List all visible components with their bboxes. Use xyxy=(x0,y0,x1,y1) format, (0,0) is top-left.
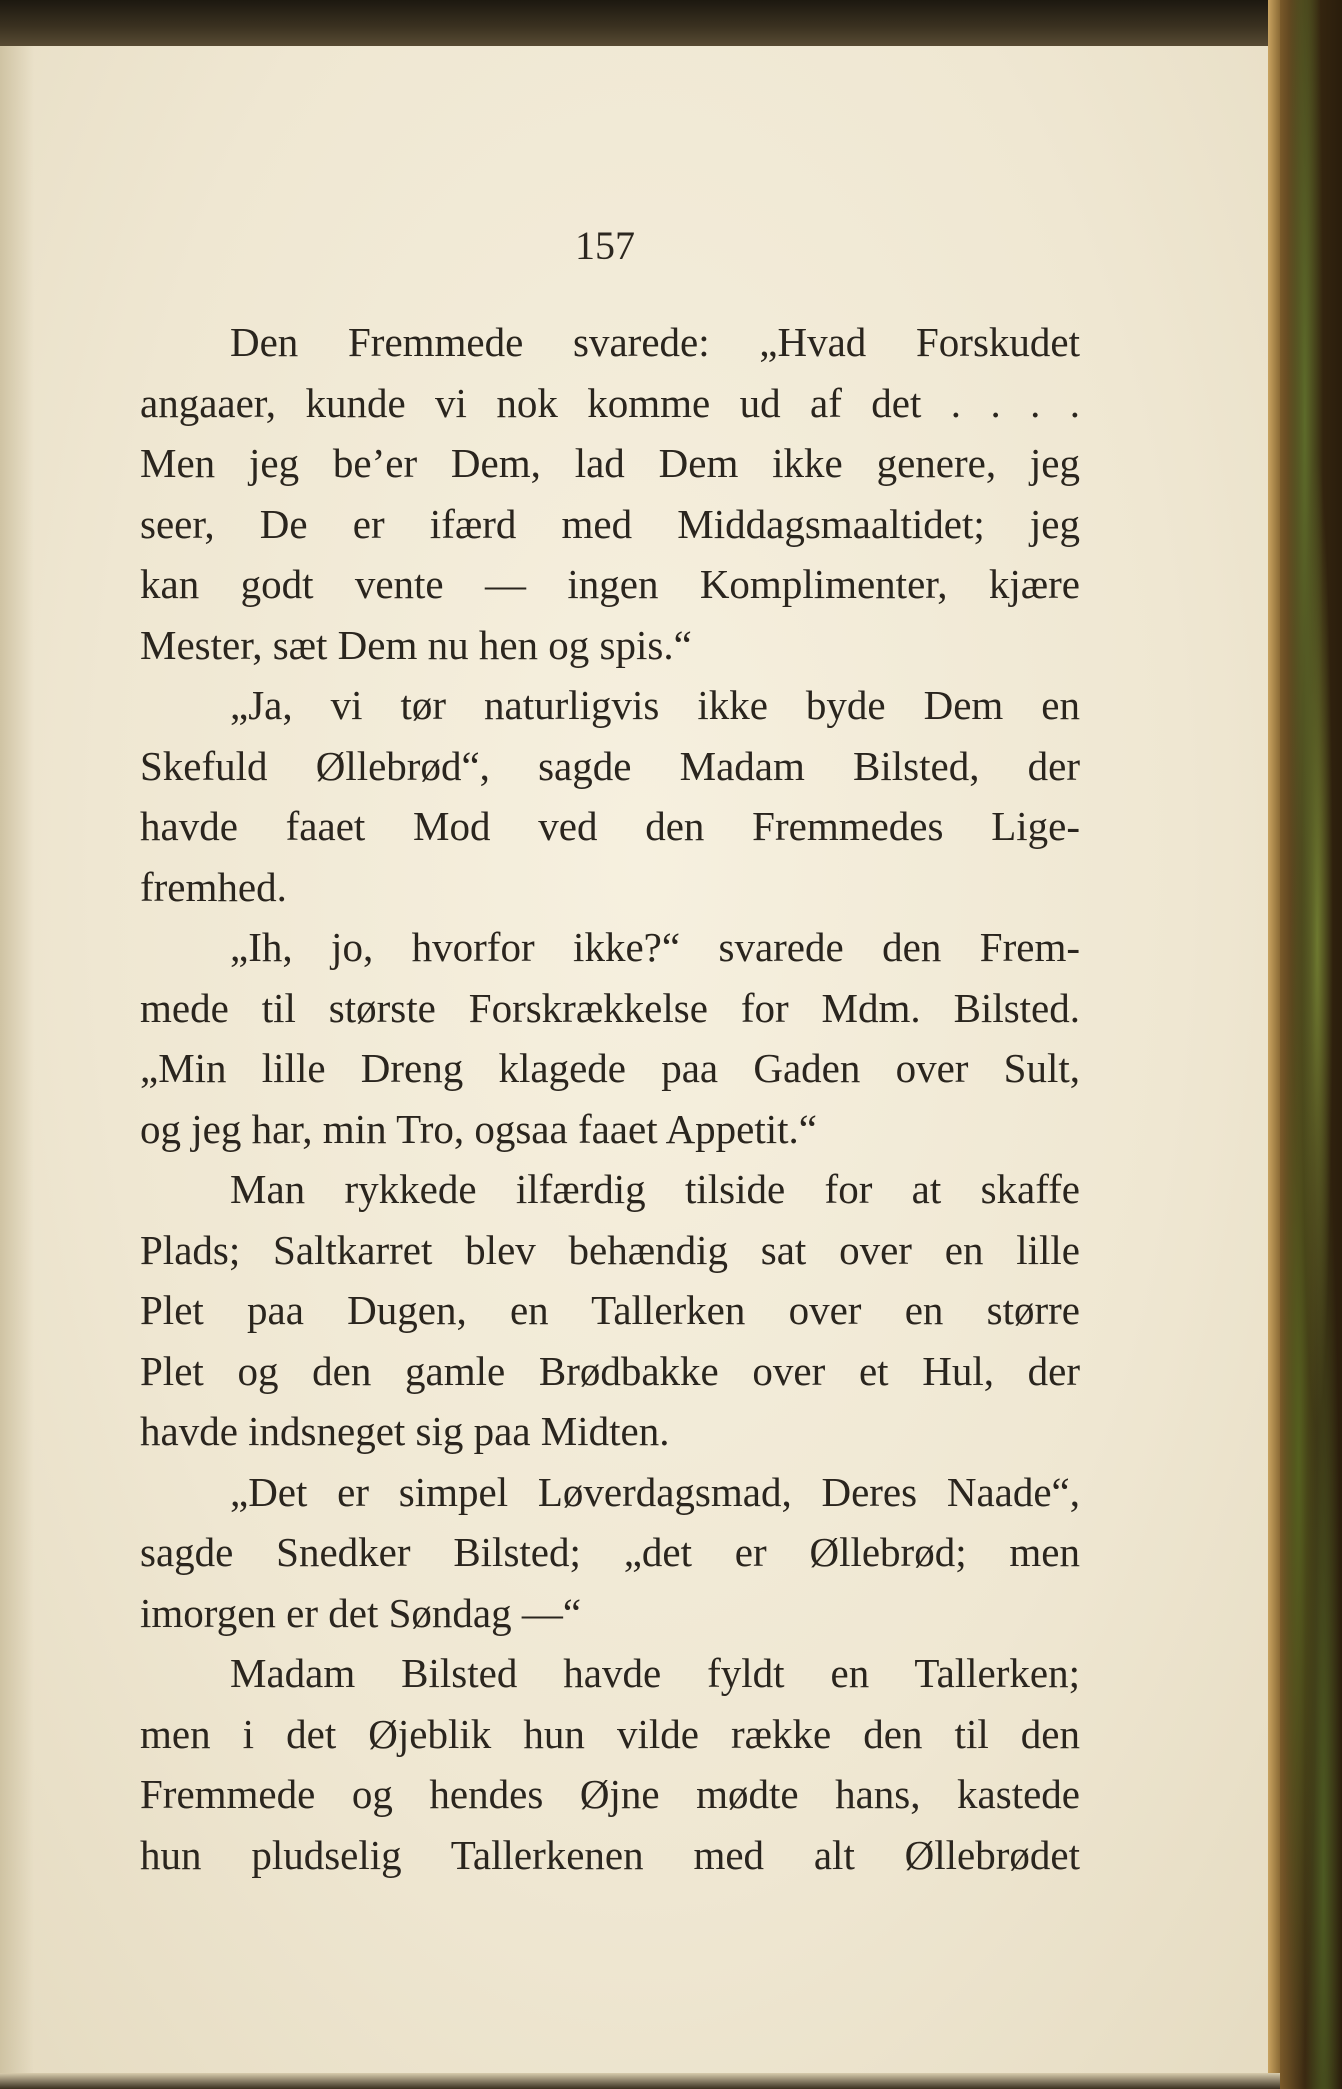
text-line: hun pludselig Tallerkenen med alt Øllebrødet xyxy=(140,1831,1080,1878)
page-edge-gilt xyxy=(1268,0,1280,2089)
text-line: Fremmede og hendes Øjne mødte hans, kastede xyxy=(140,1771,1080,1817)
text-line: „Det er simpel Løverdagsmad, Deres Naade“, xyxy=(230,1468,1080,1515)
bottom-page-edge xyxy=(0,2073,1280,2089)
page-number: 157 xyxy=(575,223,635,268)
text-line: Mester, sæt Dem nu hen og spis.“ xyxy=(140,621,692,668)
text-line: Den Fremmede svarede: „Hvad Forskudet xyxy=(230,319,1080,365)
text-line: „Ja, vi tør naturligvis ikke byde Dem en xyxy=(230,682,1080,728)
marbled-cover-edge xyxy=(1280,0,1342,2089)
text-line: „Ih, jo, hvorfor ikke?“ svarede den Frem- xyxy=(230,924,1080,970)
text-line: mede til største Forskrækkelse for Mdm. Bilsted. xyxy=(140,984,1080,1031)
gutter-shadow xyxy=(0,46,34,2076)
text-line: havde indsneget sig paa Midten. xyxy=(140,1408,670,1454)
text-line: Skefuld Øllebrød“, sagde Madam Bilsted, der xyxy=(140,742,1080,789)
text-line: sagde Snedker Bilsted; „det er Øllebrød; men xyxy=(140,1529,1080,1575)
text-line: Plet og den gamle Brødbakke over et Hul, der xyxy=(140,1347,1080,1394)
body-text xyxy=(140,312,1080,1885)
text-line: „Min lille Dreng klagede paa Gaden over Sult, xyxy=(140,1045,1080,1091)
text-line: men i det Øjeblik hun vilde række den til den xyxy=(140,1710,1080,1757)
text-line: fremhed. xyxy=(140,863,287,910)
text-line: og jeg har, min Tro, ogsaa faaet Appetit.“ xyxy=(140,1105,818,1152)
top-binding-edge xyxy=(0,0,1342,48)
text-line: imorgen er det Søndag —“ xyxy=(140,1589,582,1636)
text-line: kan godt vente — ingen Komplimenter, kjære xyxy=(140,561,1080,607)
text-line: angaaer, kunde vi nok komme ud af det . . . . xyxy=(140,379,1080,426)
text-line: Plet paa Dugen, en Tallerken over en større xyxy=(140,1287,1080,1333)
text-line: Man rykkede ilfærdig tilside for at skaffe xyxy=(230,1166,1080,1212)
text-line: Men jeg be’er Dem, lad Dem ikke genere, jeg xyxy=(140,440,1080,486)
text-line: seer, De er ifærd med Middagsmaaltidet; jeg xyxy=(140,500,1080,547)
text-line: havde faaet Mod ved den Fremmedes Lige- xyxy=(140,803,1080,849)
text-line: Plads; Saltkarret blev behændig sat over en lille xyxy=(140,1226,1080,1273)
text-line: Madam Bilsted havde fyldt en Tallerken; xyxy=(230,1650,1080,1696)
